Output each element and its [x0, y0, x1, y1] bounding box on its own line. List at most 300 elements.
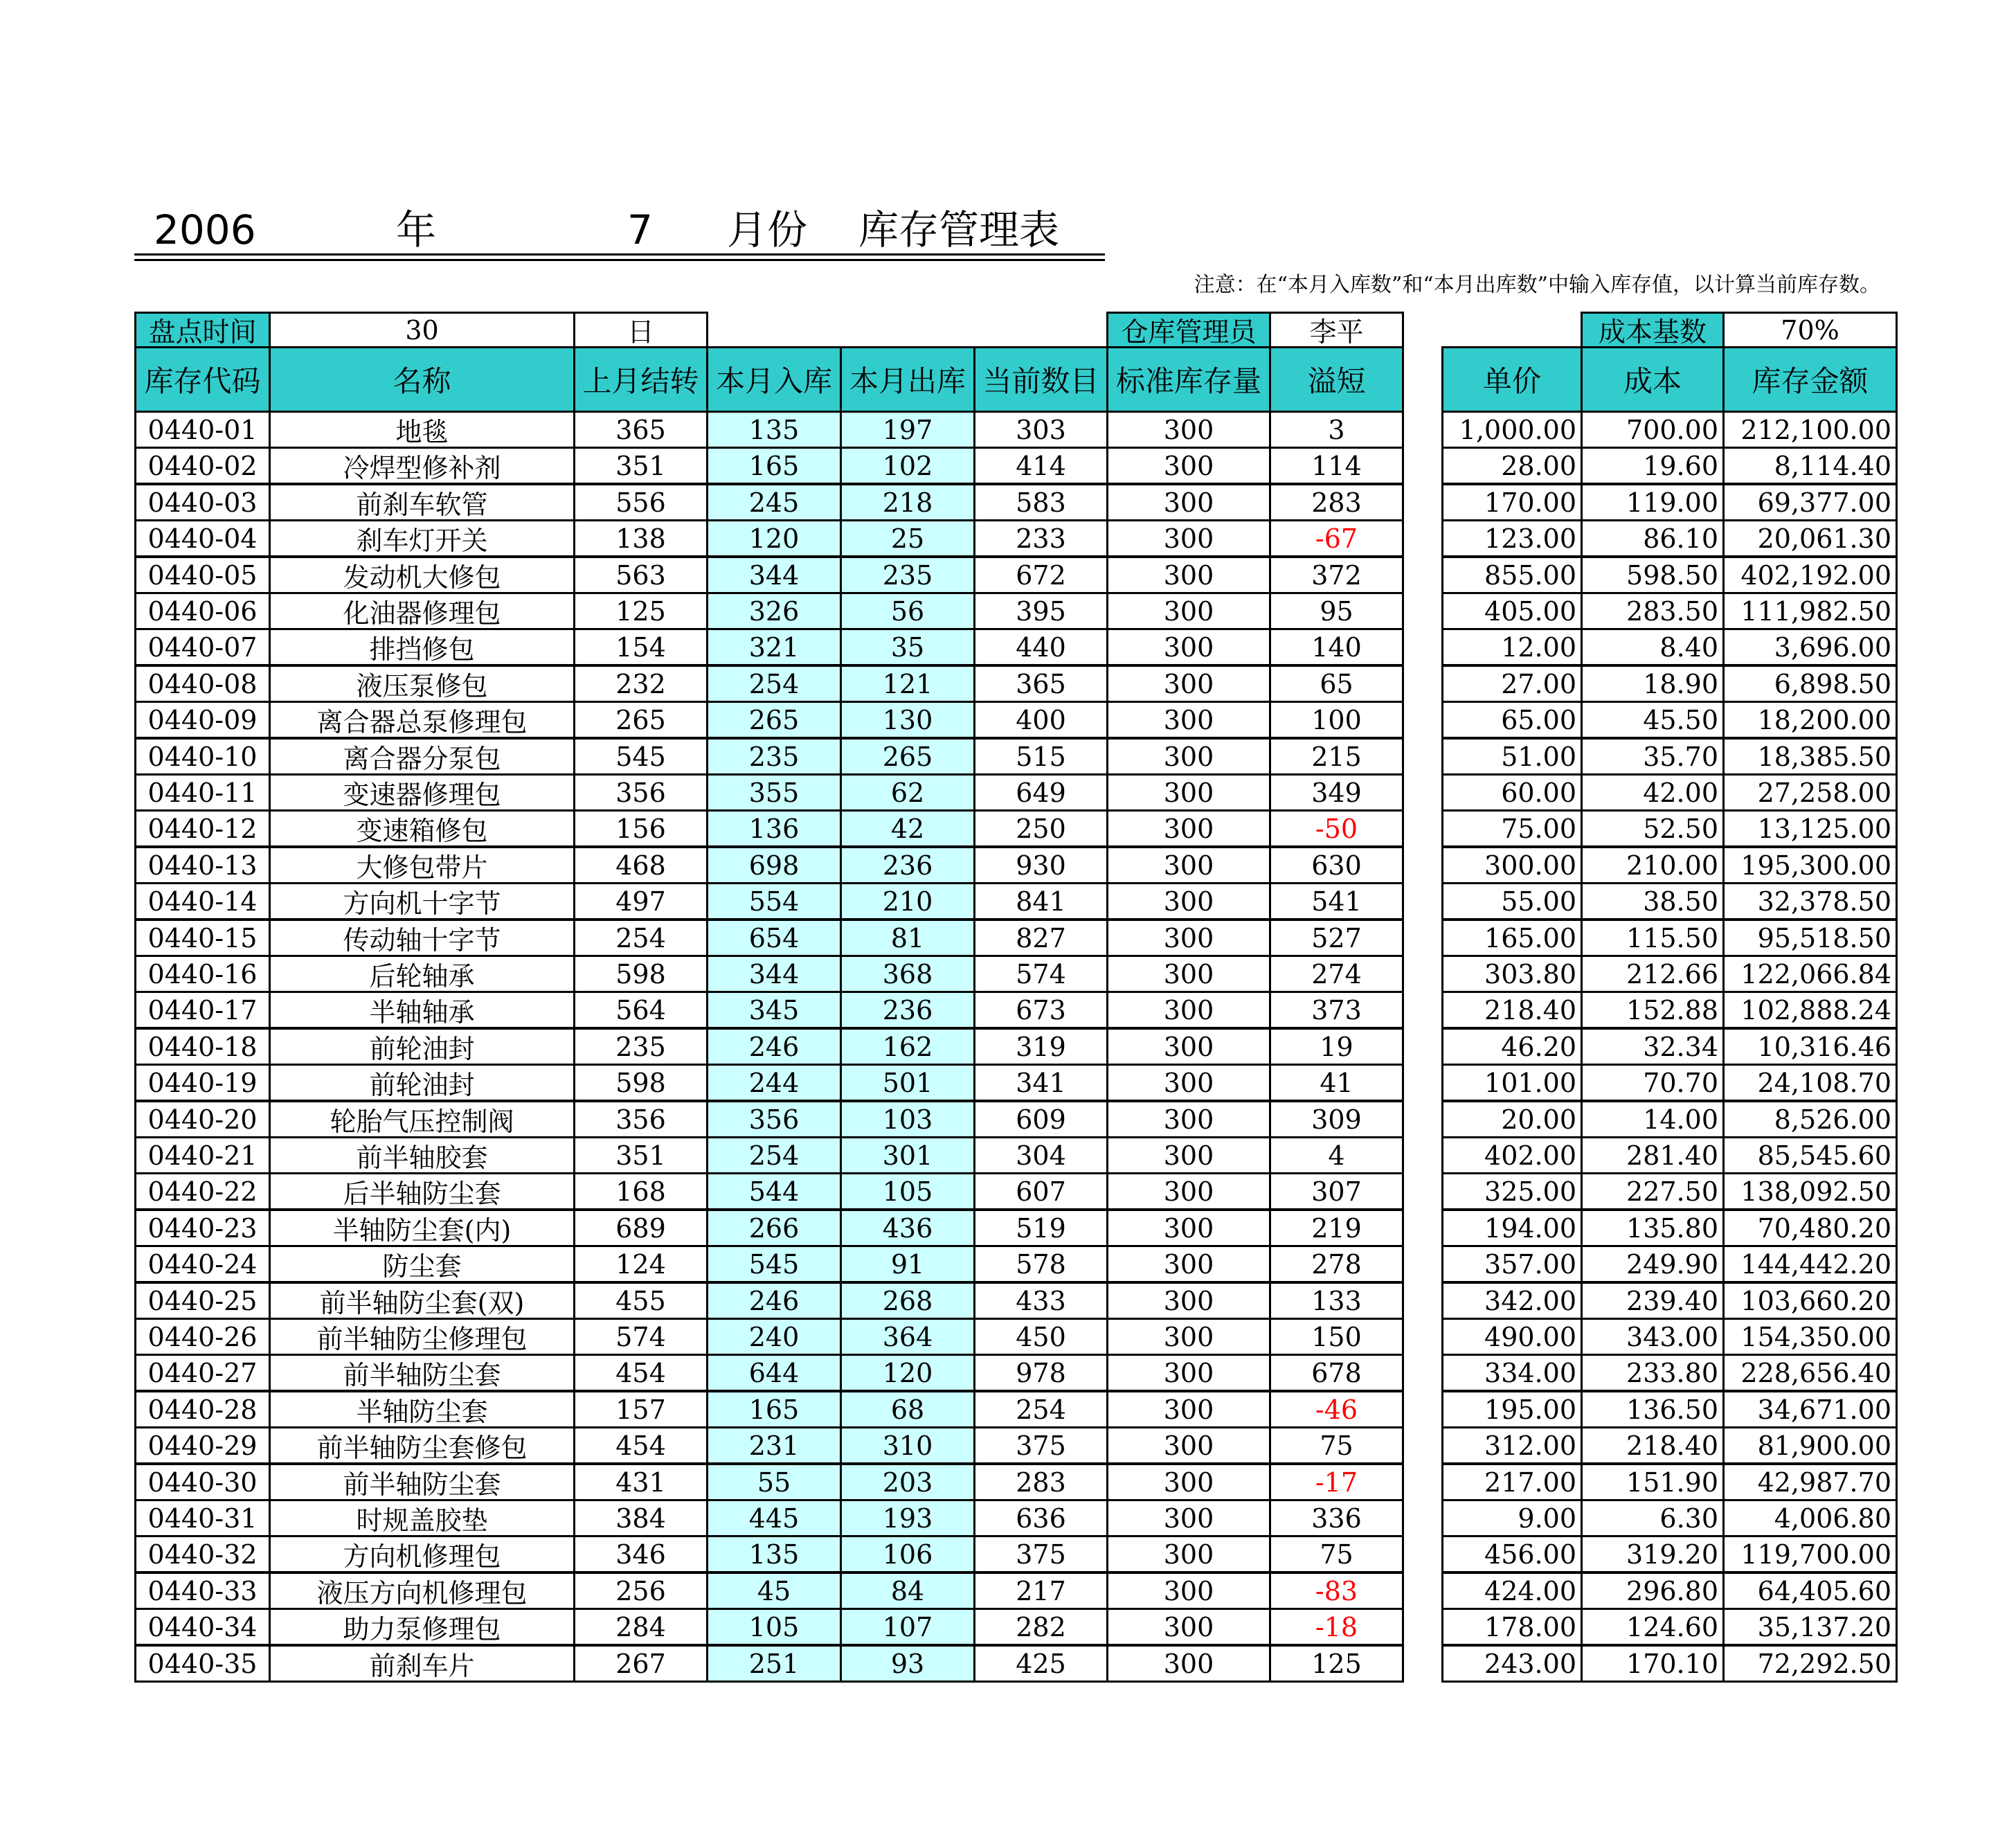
cell-last-month: 168 [573, 1172, 708, 1210]
cell-current: 375 [973, 1426, 1108, 1464]
cell-out[interactable]: 62 [840, 773, 975, 812]
cell-code: 0440-25 [134, 1282, 271, 1320]
cell-name: 前半轴防尘套修包 [269, 1426, 575, 1464]
header-standard: 标准库存量 [1106, 346, 1271, 413]
cell-code: 0440-23 [134, 1209, 271, 1247]
cell-in[interactable]: 120 [706, 519, 842, 557]
cell-in[interactable]: 445 [706, 1499, 842, 1537]
cell-unit-price: 456.00 [1441, 1535, 1583, 1573]
cell-unit-price: 55.00 [1441, 882, 1583, 920]
cell-out[interactable]: 106 [840, 1535, 975, 1573]
cell-in[interactable]: 55 [706, 1463, 842, 1501]
cell-out[interactable]: 193 [840, 1499, 975, 1537]
cell-last-month: 689 [573, 1209, 708, 1247]
cell-unit-price: 46.20 [1441, 1028, 1583, 1066]
cell-standard: 300 [1106, 1572, 1271, 1610]
title-year-unit: 年 [396, 206, 437, 253]
cell-in[interactable]: 554 [706, 882, 842, 920]
cell-diff: 274 [1269, 955, 1404, 993]
cell-in[interactable]: 326 [706, 592, 842, 630]
cell-last-month: 124 [573, 1245, 708, 1283]
cell-cost: 42.00 [1581, 773, 1725, 812]
cell-out[interactable]: 56 [840, 592, 975, 630]
cell-out[interactable]: 501 [840, 1064, 975, 1102]
cell-code: 0440-21 [134, 1136, 271, 1174]
cell-last-month: 384 [573, 1499, 708, 1537]
cell-cost: 32.34 [1581, 1028, 1725, 1066]
cell-current: 303 [973, 411, 1108, 449]
cell-name: 半轴防尘套 [269, 1390, 575, 1428]
cell-code: 0440-03 [134, 483, 271, 521]
cell-in[interactable]: 544 [706, 1172, 842, 1210]
cell-current: 515 [973, 737, 1108, 776]
cell-name: 传动轴十字节 [269, 919, 575, 957]
cell-amount: 24,108.70 [1722, 1064, 1898, 1102]
cell-unit-price: 195.00 [1441, 1390, 1583, 1428]
cell-diff: 219 [1269, 1209, 1404, 1247]
cell-code: 0440-10 [134, 737, 271, 776]
cell-current: 250 [973, 809, 1108, 848]
cell-current: 414 [973, 447, 1108, 485]
cell-name: 半轴轴承 [269, 991, 575, 1029]
cell-name: 前轮油封 [269, 1064, 575, 1102]
cell-standard: 300 [1106, 1028, 1271, 1066]
cell-current: 375 [973, 1535, 1108, 1573]
cell-standard: 300 [1106, 1535, 1271, 1573]
cell-unit-price: 855.00 [1441, 556, 1583, 594]
cell-current: 841 [973, 882, 1108, 920]
cell-last-month: 154 [573, 628, 708, 666]
cell-last-month: 455 [573, 1282, 708, 1320]
cell-amount: 154,350.00 [1722, 1318, 1898, 1356]
cell-current: 519 [973, 1209, 1108, 1247]
cell-out[interactable]: 105 [840, 1172, 975, 1210]
cell-out[interactable]: 197 [840, 411, 975, 449]
cell-in[interactable]: 135 [706, 411, 842, 449]
cell-in[interactable]: 344 [706, 556, 842, 594]
cell-name: 前半轴防尘套 [269, 1463, 575, 1501]
cell-in[interactable]: 165 [706, 447, 842, 485]
header-cost: 成本 [1581, 346, 1725, 413]
cell-name: 后半轴防尘套 [269, 1172, 575, 1210]
cell-in[interactable]: 136 [706, 809, 842, 848]
cell-out[interactable]: 235 [840, 556, 975, 594]
cell-out[interactable]: 103 [840, 1100, 975, 1138]
cell-last-month: 431 [573, 1463, 708, 1501]
cell-standard: 300 [1106, 1463, 1271, 1501]
cell-code: 0440-17 [134, 991, 271, 1029]
cell-amount: 72,292.50 [1722, 1645, 1898, 1683]
cost-base-label: 成本基数 [1581, 312, 1725, 348]
cell-unit-price: 490.00 [1441, 1318, 1583, 1356]
cell-in[interactable]: 545 [706, 1245, 842, 1283]
cell-amount: 103,660.20 [1722, 1282, 1898, 1320]
cell-name: 离合器分泵包 [269, 737, 575, 776]
cell-diff: 349 [1269, 773, 1404, 812]
cell-unit-price: 27.00 [1441, 665, 1583, 703]
cell-amount: 32,378.50 [1722, 882, 1898, 920]
cell-out[interactable]: 68 [840, 1390, 975, 1428]
cell-amount: 8,114.40 [1722, 447, 1898, 485]
cell-in[interactable]: 165 [706, 1390, 842, 1428]
cell-name: 前轮油封 [269, 1028, 575, 1066]
cell-standard: 300 [1106, 773, 1271, 812]
cell-out[interactable]: 301 [840, 1136, 975, 1174]
cell-standard: 300 [1106, 1608, 1271, 1646]
cell-diff: 373 [1269, 991, 1404, 1029]
cell-out[interactable]: 310 [840, 1426, 975, 1464]
cell-unit-price: 60.00 [1441, 773, 1583, 812]
cell-diff: 4 [1269, 1136, 1404, 1174]
title-underline [134, 253, 1105, 256]
cell-code: 0440-15 [134, 919, 271, 957]
cell-name: 轮胎气压控制阀 [269, 1100, 575, 1138]
cell-last-month: 138 [573, 519, 708, 557]
keeper-name[interactable]: 李平 [1269, 312, 1404, 348]
cell-code: 0440-22 [134, 1172, 271, 1210]
cell-amount: 42,987.70 [1722, 1463, 1898, 1501]
cell-unit-price: 342.00 [1441, 1282, 1583, 1320]
cell-diff: -67 [1269, 519, 1404, 557]
cell-diff: 527 [1269, 919, 1404, 957]
cell-diff: 307 [1269, 1172, 1404, 1210]
cell-name: 发动机大修包 [269, 556, 575, 594]
cell-standard: 300 [1106, 1245, 1271, 1283]
cell-in[interactable]: 245 [706, 483, 842, 521]
cell-current: 341 [973, 1064, 1108, 1102]
cell-out[interactable]: 218 [840, 483, 975, 521]
cell-cost: 283.50 [1581, 592, 1725, 630]
cell-diff: 65 [1269, 665, 1404, 703]
cell-standard: 300 [1106, 628, 1271, 666]
cell-in[interactable]: 344 [706, 955, 842, 993]
cell-last-month: 284 [573, 1608, 708, 1646]
cell-diff: -17 [1269, 1463, 1404, 1501]
cell-cost: 14.00 [1581, 1100, 1725, 1138]
cell-diff: 114 [1269, 447, 1404, 485]
cell-current: 636 [973, 1499, 1108, 1537]
header-unit-price: 单价 [1441, 346, 1583, 413]
cell-last-month: 497 [573, 882, 708, 920]
cell-last-month: 235 [573, 1028, 708, 1066]
cell-unit-price: 357.00 [1441, 1245, 1583, 1283]
cell-current: 450 [973, 1318, 1108, 1356]
cell-diff: 95 [1269, 592, 1404, 630]
cell-amount: 6,898.50 [1722, 665, 1898, 703]
cell-amount: 18,385.50 [1722, 737, 1898, 776]
cell-current: 400 [973, 701, 1108, 739]
cell-in[interactable]: 654 [706, 919, 842, 957]
cell-cost: 700.00 [1581, 411, 1725, 449]
cell-current: 283 [973, 1463, 1108, 1501]
cell-code: 0440-27 [134, 1354, 271, 1392]
cell-code: 0440-08 [134, 665, 271, 703]
cell-out[interactable]: 25 [840, 519, 975, 557]
header-current: 当前数目 [973, 346, 1108, 413]
cell-diff: 133 [1269, 1282, 1404, 1320]
cell-out[interactable]: 368 [840, 955, 975, 993]
cell-code: 0440-30 [134, 1463, 271, 1501]
cell-in[interactable]: 254 [706, 665, 842, 703]
cell-name: 前半轴防尘套 [269, 1354, 575, 1392]
cell-amount: 8,526.00 [1722, 1100, 1898, 1138]
cell-name: 时规盖胶垫 [269, 1499, 575, 1537]
cell-in[interactable]: 356 [706, 1100, 842, 1138]
cell-cost: 319.20 [1581, 1535, 1725, 1573]
day-unit: 日 [573, 312, 708, 348]
cell-in[interactable]: 355 [706, 773, 842, 812]
cell-unit-price: 424.00 [1441, 1572, 1583, 1610]
cell-current: 607 [973, 1172, 1108, 1210]
cell-unit-price: 12.00 [1441, 628, 1583, 666]
cell-current: 578 [973, 1245, 1108, 1283]
cell-amount: 119,700.00 [1722, 1535, 1898, 1573]
cell-unit-price: 218.40 [1441, 991, 1583, 1029]
cell-name: 离合器总泵修理包 [269, 701, 575, 739]
cell-out[interactable]: 84 [840, 1572, 975, 1610]
cell-standard: 300 [1106, 665, 1271, 703]
cell-cost: 86.10 [1581, 519, 1725, 557]
page-title: 库存管理表 [858, 206, 1060, 253]
cell-amount: 69,377.00 [1722, 483, 1898, 521]
cell-unit-price: 101.00 [1441, 1064, 1583, 1102]
cell-out[interactable]: 102 [840, 447, 975, 485]
cell-out[interactable]: 265 [840, 737, 975, 776]
cell-last-month: 356 [573, 1100, 708, 1138]
cell-cost: 8.40 [1581, 628, 1725, 666]
cell-out[interactable]: 162 [840, 1028, 975, 1066]
cell-diff: 140 [1269, 628, 1404, 666]
cell-amount: 35,137.20 [1722, 1608, 1898, 1646]
cell-unit-price: 9.00 [1441, 1499, 1583, 1537]
cell-unit-price: 75.00 [1441, 809, 1583, 848]
cell-diff: 125 [1269, 1645, 1404, 1683]
cell-diff: 3 [1269, 411, 1404, 449]
cell-in[interactable]: 246 [706, 1028, 842, 1066]
cell-cost: 70.70 [1581, 1064, 1725, 1102]
cell-amount: 212,100.00 [1722, 411, 1898, 449]
cell-diff: 19 [1269, 1028, 1404, 1066]
input-note: 注意：在“本月入库数”和“本月出库数”中输入库存值，以计算当前库存数。 [1194, 273, 1880, 297]
cell-name: 半轴防尘套(内) [269, 1209, 575, 1247]
cell-unit-price: 178.00 [1441, 1608, 1583, 1646]
cell-out[interactable]: 203 [840, 1463, 975, 1501]
cell-in[interactable]: 235 [706, 737, 842, 776]
cell-last-month: 256 [573, 1572, 708, 1610]
cell-code: 0440-33 [134, 1572, 271, 1610]
cell-last-month: 351 [573, 447, 708, 485]
cell-out[interactable]: 81 [840, 919, 975, 957]
cell-standard: 300 [1106, 1282, 1271, 1320]
cell-code: 0440-16 [134, 955, 271, 993]
cell-name: 排挡修包 [269, 628, 575, 666]
cell-cost: 18.90 [1581, 665, 1725, 703]
cell-cost: 598.50 [1581, 556, 1725, 594]
cell-cost: 218.40 [1581, 1426, 1725, 1464]
cell-out[interactable]: 91 [840, 1245, 975, 1283]
cell-in[interactable]: 231 [706, 1426, 842, 1464]
cell-cost: 343.00 [1581, 1318, 1725, 1356]
cell-diff: 215 [1269, 737, 1404, 776]
cell-standard: 300 [1106, 592, 1271, 630]
cell-last-month: 574 [573, 1318, 708, 1356]
cell-current: 440 [973, 628, 1108, 666]
cell-code: 0440-13 [134, 846, 271, 884]
cell-in[interactable]: 254 [706, 1136, 842, 1174]
header-out: 本月出库 [840, 346, 975, 413]
cell-name: 液压方向机修理包 [269, 1572, 575, 1610]
cell-standard: 300 [1106, 1645, 1271, 1683]
cell-out[interactable]: 436 [840, 1209, 975, 1247]
cell-standard: 300 [1106, 846, 1271, 884]
cell-amount: 111,982.50 [1722, 592, 1898, 630]
cell-code: 0440-06 [134, 592, 271, 630]
cell-out[interactable]: 364 [840, 1318, 975, 1356]
cell-standard: 300 [1106, 1172, 1271, 1210]
cell-cost: 52.50 [1581, 809, 1725, 848]
cell-name: 前半轴胶套 [269, 1136, 575, 1174]
cell-standard: 300 [1106, 1136, 1271, 1174]
cell-out[interactable]: 107 [840, 1608, 975, 1646]
cell-code: 0440-20 [134, 1100, 271, 1138]
cell-standard: 300 [1106, 1318, 1271, 1356]
cell-out[interactable]: 121 [840, 665, 975, 703]
cell-in[interactable]: 135 [706, 1535, 842, 1573]
cell-name: 地毯 [269, 411, 575, 449]
cell-current: 574 [973, 955, 1108, 993]
cell-in[interactable]: 246 [706, 1282, 842, 1320]
cell-standard: 300 [1106, 411, 1271, 449]
cell-last-month: 365 [573, 411, 708, 449]
cell-cost: 170.10 [1581, 1645, 1725, 1683]
cell-in[interactable]: 698 [706, 846, 842, 884]
cell-code: 0440-32 [134, 1535, 271, 1573]
cell-standard: 300 [1106, 556, 1271, 594]
cell-standard: 300 [1106, 1064, 1271, 1102]
cell-code: 0440-01 [134, 411, 271, 449]
cell-standard: 300 [1106, 1354, 1271, 1392]
cell-amount: 4,006.80 [1722, 1499, 1898, 1537]
cell-name: 化油器修理包 [269, 592, 575, 630]
cell-diff: 541 [1269, 882, 1404, 920]
keeper-label: 仓库管理员 [1106, 312, 1271, 348]
cell-last-month: 346 [573, 1535, 708, 1573]
cell-in[interactable]: 266 [706, 1209, 842, 1247]
cell-standard: 300 [1106, 483, 1271, 521]
cell-code: 0440-05 [134, 556, 271, 594]
cell-current: 217 [973, 1572, 1108, 1610]
cell-last-month: 598 [573, 1064, 708, 1102]
cell-current: 304 [973, 1136, 1108, 1174]
cell-in[interactable]: 240 [706, 1318, 842, 1356]
cell-last-month: 267 [573, 1645, 708, 1683]
header-diff: 溢短 [1269, 346, 1404, 413]
cell-cost: 227.50 [1581, 1172, 1725, 1210]
cell-unit-price: 334.00 [1441, 1354, 1583, 1392]
cell-code: 0440-29 [134, 1426, 271, 1464]
cell-out[interactable]: 42 [840, 809, 975, 848]
header-amount: 库存金额 [1722, 346, 1898, 413]
cell-last-month: 356 [573, 773, 708, 812]
cell-cost: 19.60 [1581, 447, 1725, 485]
cell-code: 0440-04 [134, 519, 271, 557]
cell-out[interactable]: 130 [840, 701, 975, 739]
cell-standard: 300 [1106, 701, 1271, 739]
cell-in[interactable]: 265 [706, 701, 842, 739]
cell-in[interactable]: 321 [706, 628, 842, 666]
cell-cost: 136.50 [1581, 1390, 1725, 1428]
cell-name: 防尘套 [269, 1245, 575, 1283]
check-time-label: 盘点时间 [134, 312, 271, 348]
cell-cost: 233.80 [1581, 1354, 1725, 1392]
cell-out[interactable]: 236 [840, 991, 975, 1029]
cost-base-value[interactable]: 70% [1722, 312, 1898, 348]
cell-diff: 336 [1269, 1499, 1404, 1537]
cell-unit-price: 194.00 [1441, 1209, 1583, 1247]
cell-cost: 135.80 [1581, 1209, 1725, 1247]
cell-unit-price: 402.00 [1441, 1136, 1583, 1174]
cell-out[interactable]: 268 [840, 1282, 975, 1320]
cell-last-month: 556 [573, 483, 708, 521]
cell-code: 0440-28 [134, 1390, 271, 1428]
cell-code: 0440-12 [134, 809, 271, 848]
cell-in[interactable]: 105 [706, 1608, 842, 1646]
cell-cost: 239.40 [1581, 1282, 1725, 1320]
cell-cost: 6.30 [1581, 1499, 1725, 1537]
cell-last-month: 156 [573, 809, 708, 848]
cell-name: 前刹车软管 [269, 483, 575, 521]
cell-amount: 85,545.60 [1722, 1136, 1898, 1174]
cell-out[interactable]: 35 [840, 628, 975, 666]
cell-code: 0440-19 [134, 1064, 271, 1102]
header-last-month: 上月结转 [573, 346, 708, 413]
cell-cost: 212.66 [1581, 955, 1725, 993]
cell-amount: 95,518.50 [1722, 919, 1898, 957]
cell-name: 方向机十字节 [269, 882, 575, 920]
cell-in[interactable]: 45 [706, 1572, 842, 1610]
cell-last-month: 563 [573, 556, 708, 594]
cell-out[interactable]: 120 [840, 1354, 975, 1392]
cell-out[interactable]: 210 [840, 882, 975, 920]
cell-amount: 10,316.46 [1722, 1028, 1898, 1066]
cell-out[interactable]: 236 [840, 846, 975, 884]
cell-out[interactable]: 93 [840, 1645, 975, 1683]
cell-standard: 300 [1106, 1100, 1271, 1138]
cell-in[interactable]: 244 [706, 1064, 842, 1102]
cell-code: 0440-07 [134, 628, 271, 666]
cell-diff: -50 [1269, 809, 1404, 848]
cell-current: 609 [973, 1100, 1108, 1138]
cell-unit-price: 123.00 [1441, 519, 1583, 557]
cell-last-month: 254 [573, 919, 708, 957]
header-code: 库存代码 [134, 346, 271, 413]
cell-last-month: 351 [573, 1136, 708, 1174]
check-day-value[interactable]: 30 [269, 312, 575, 348]
cell-amount: 228,656.40 [1722, 1354, 1898, 1392]
cell-in[interactable]: 644 [706, 1354, 842, 1392]
cell-unit-price: 28.00 [1441, 447, 1583, 485]
cell-code: 0440-14 [134, 882, 271, 920]
cell-cost: 210.00 [1581, 846, 1725, 884]
cell-in[interactable]: 345 [706, 991, 842, 1029]
cell-unit-price: 325.00 [1441, 1172, 1583, 1210]
cell-cost: 119.00 [1581, 483, 1725, 521]
cell-name: 大修包带片 [269, 846, 575, 884]
cell-diff: -46 [1269, 1390, 1404, 1428]
cell-cost: 38.50 [1581, 882, 1725, 920]
cell-in[interactable]: 251 [706, 1645, 842, 1683]
cell-name: 液压泵修包 [269, 665, 575, 703]
